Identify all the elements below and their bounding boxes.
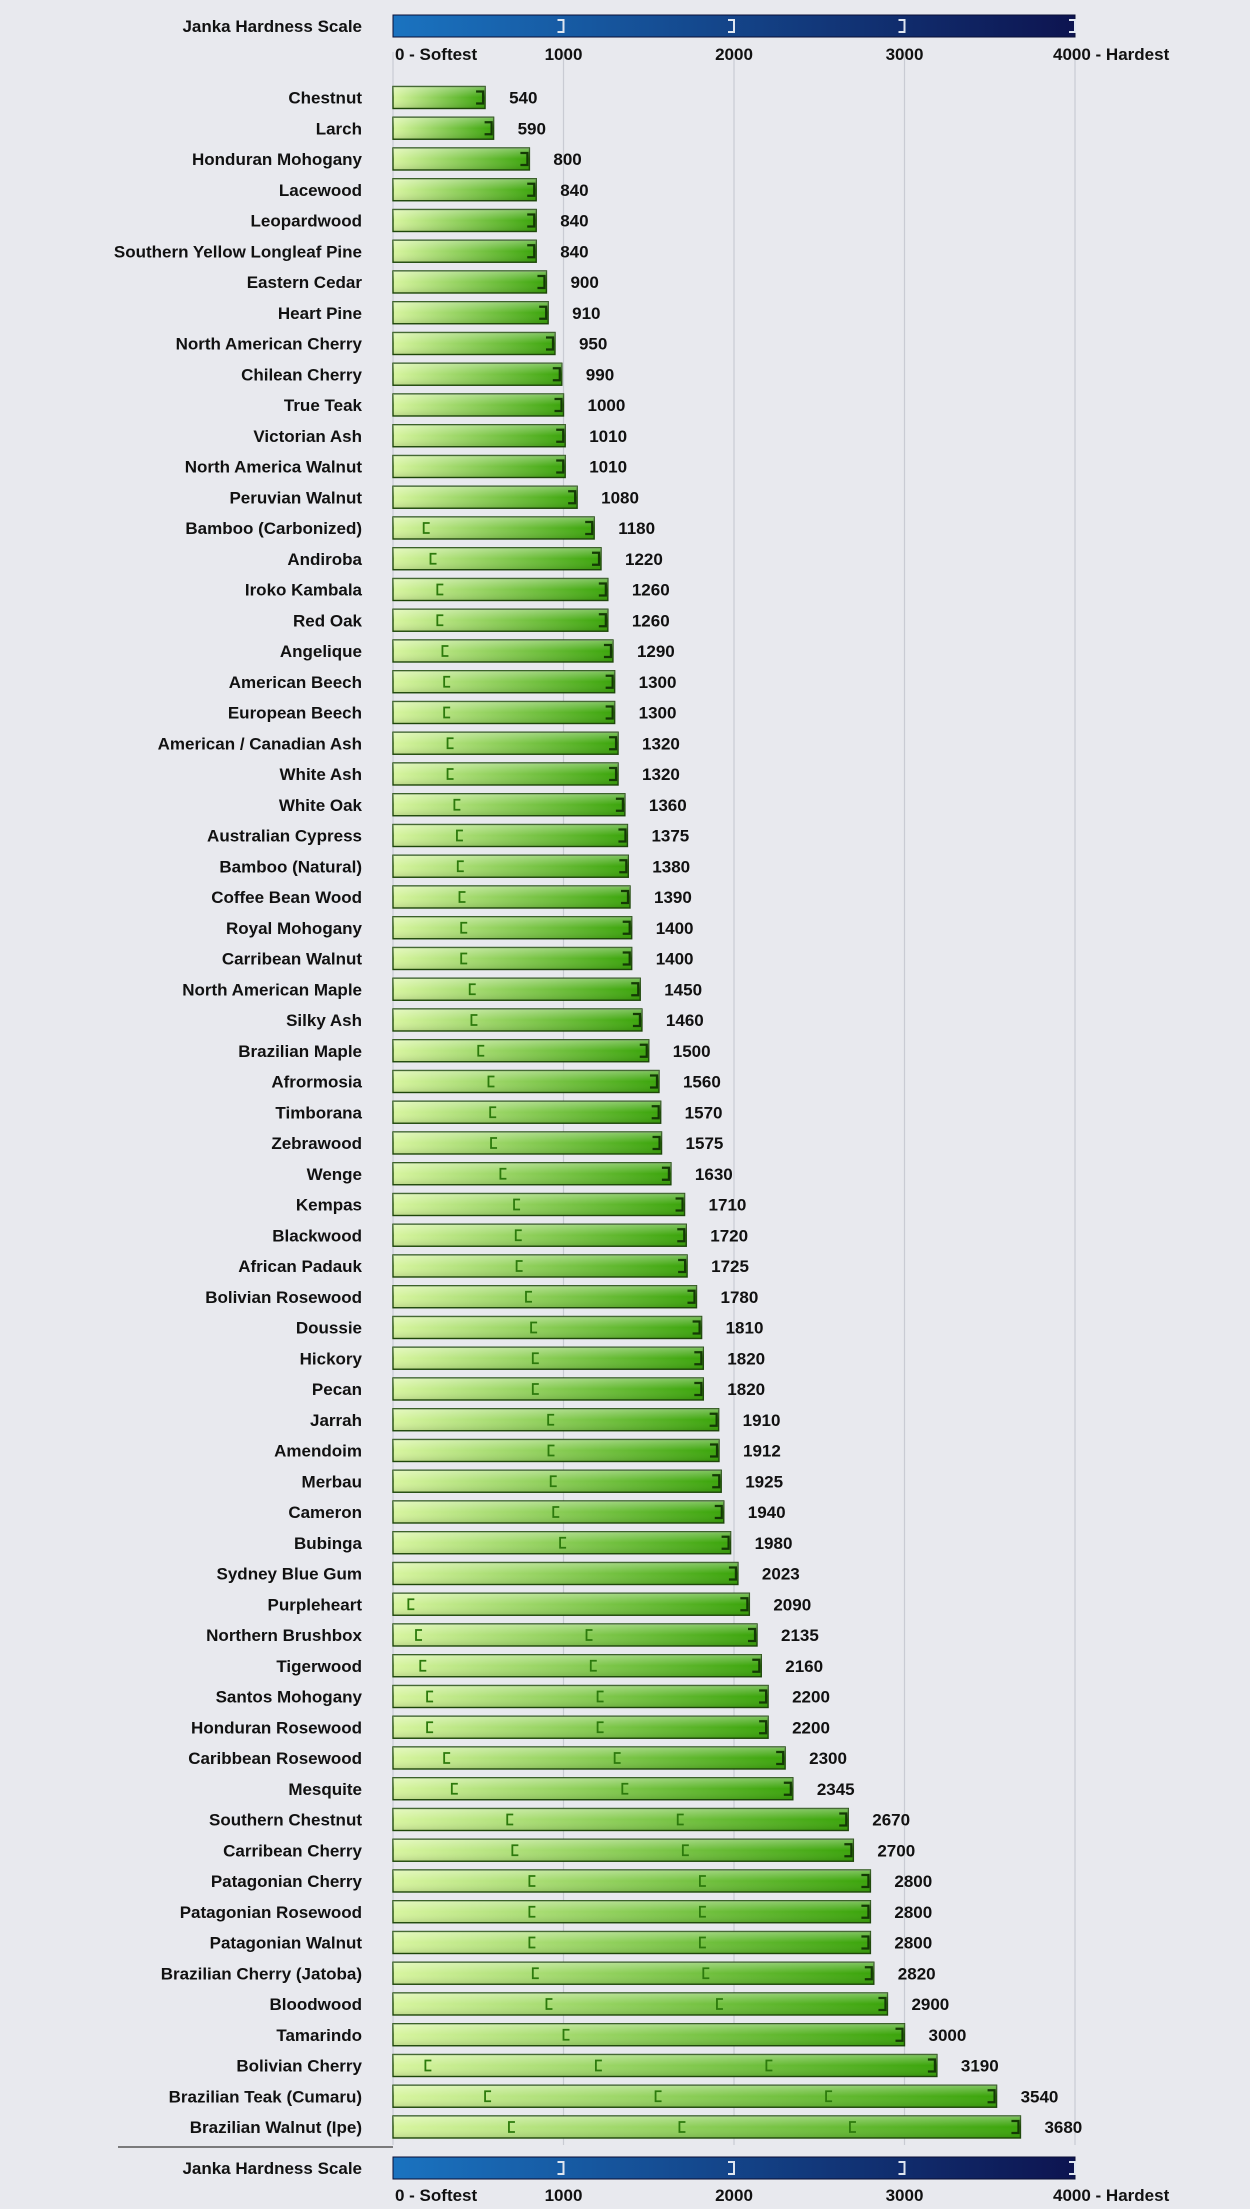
bar-sheen [393, 917, 632, 939]
category-label: Sydney Blue Gum [216, 1564, 362, 1584]
value-label: 1925 [745, 1472, 784, 1492]
bar-row [269, 1993, 949, 2015]
bar-sheen [393, 2055, 937, 2077]
bar-row [300, 1347, 766, 1369]
category-label: African Padauk [238, 1257, 362, 1276]
top-tick-label-1000: 1000 [544, 45, 583, 64]
bar-row [190, 2116, 1082, 2138]
bar-sheen [393, 1809, 848, 1831]
bar-sheen [393, 609, 608, 631]
category-label: Brazilian Teak (Cumaru) [168, 2087, 362, 2107]
bar-row [310, 1409, 780, 1431]
bottom-tick-label-4000: 4000 - Hardest [1053, 2186, 1170, 2205]
value-label: 800 [553, 150, 582, 169]
bar-sheen [393, 1071, 659, 1093]
bar-sheen [393, 1962, 874, 1984]
bar-sheen [393, 579, 608, 601]
value-label: 2300 [809, 1749, 847, 1768]
bar-row [229, 486, 639, 508]
category-label: Bamboo (Natural) [219, 857, 362, 877]
category-label: Carribean Cherry [223, 1841, 362, 1861]
category-label: Brazilian Maple [238, 1041, 362, 1061]
bar-sheen [393, 117, 494, 139]
bar-sheen [393, 825, 627, 847]
category-label: Patagonian Walnut [209, 1933, 362, 1953]
bar-row [288, 1501, 785, 1523]
bar-row [271, 1071, 720, 1093]
bar-row [312, 1378, 765, 1400]
bar-sheen [393, 978, 640, 1000]
category-label: Carribean Walnut [221, 949, 362, 969]
top-tick-label-4000: 4000 - Hardest [1053, 45, 1170, 64]
bar-row [279, 794, 687, 816]
category-label: Eastern Cedar [246, 273, 362, 292]
bar-sheen [393, 763, 618, 785]
value-label: 540 [509, 88, 538, 108]
bar-sheen [393, 702, 615, 724]
value-label: 2345 [816, 1779, 855, 1799]
category-label: Bamboo (Carbonized) [185, 519, 362, 538]
bar-row [288, 87, 537, 109]
value-label: 1380 [652, 857, 691, 877]
category-label: Royal Mohogany [225, 918, 362, 938]
value-label: 1260 [631, 580, 670, 600]
bar-sheen [393, 1686, 768, 1708]
bar-sheen [393, 886, 630, 908]
bar-row [238, 1040, 710, 1062]
bar-sheen [393, 1778, 793, 1800]
value-label: 1820 [727, 1380, 766, 1399]
value-label: 1180 [618, 519, 656, 538]
bar-row [287, 548, 662, 570]
category-label: Leopardwood [250, 211, 362, 231]
value-label: 1460 [665, 1011, 704, 1030]
category-label: True Teak [283, 396, 362, 415]
category-label: Patagonian Cherry [210, 1872, 362, 1891]
value-label: 1570 [684, 1103, 723, 1123]
value-label: 2800 [894, 1872, 933, 1891]
bar-row [206, 1624, 819, 1646]
category-label: Brazilian Walnut (Ipe) [189, 2118, 362, 2137]
bar-row [253, 425, 627, 447]
value-label: 910 [572, 303, 601, 323]
value-label: 1500 [672, 1041, 711, 1061]
bar-row [226, 917, 694, 939]
value-label: 1575 [685, 1134, 724, 1153]
bottom-tick-label-1000: 1000 [544, 2186, 583, 2205]
bar-sheen [393, 1040, 649, 1062]
bar-row [288, 1778, 854, 1800]
value-label: 1980 [754, 1533, 793, 1553]
bar-row [158, 732, 680, 754]
value-label: 1220 [625, 549, 663, 569]
bar-sheen [393, 1563, 738, 1585]
bar-sheen [393, 179, 536, 201]
category-label: White Ash [279, 765, 362, 784]
category-label: Larch [315, 119, 362, 139]
bar-row [280, 640, 675, 662]
bar-sheen [393, 1501, 724, 1523]
value-label: 1780 [720, 1287, 759, 1307]
category-label: Southern Chestnut [209, 1810, 362, 1830]
value-label: 1400 [655, 918, 694, 938]
category-label: Peruvian Walnut [229, 488, 362, 508]
category-label: Silky Ash [286, 1011, 362, 1030]
bar-sheen [393, 333, 555, 355]
category-label: American / Canadian Ash [157, 734, 362, 754]
bar-row [238, 1255, 749, 1277]
bar-row [169, 2085, 1059, 2107]
bottom-tick-label-3000: 3000 [885, 2186, 924, 2205]
bar-row [272, 1224, 748, 1246]
bar-sheen [393, 1747, 785, 1769]
bar-row [276, 1655, 823, 1677]
category-label: Zebrawood [271, 1134, 362, 1153]
category-label: Andiroba [287, 549, 362, 569]
value-label: 2090 [773, 1595, 812, 1615]
bar-sheen [393, 855, 628, 877]
bar-row [180, 1901, 933, 1923]
bar-sheen [393, 1901, 870, 1923]
bar-row [114, 240, 589, 262]
bar-sheen [393, 1655, 761, 1677]
bar-sheen [393, 394, 564, 416]
bar-row [279, 179, 589, 201]
value-label: 1010 [589, 426, 628, 446]
category-label: Bloodwood [269, 1995, 362, 2014]
category-label: Brazilian Cherry (Jatoba) [160, 1964, 362, 1984]
bar-row [210, 1932, 933, 1954]
bar-row [223, 1839, 915, 1861]
bar-row [236, 2055, 998, 2077]
bar-row [307, 1163, 733, 1185]
category-label: Honduran Mohogany [192, 150, 362, 169]
bar-row [274, 1440, 781, 1462]
category-label: Red Oak [293, 611, 362, 631]
bar-sheen [393, 1624, 757, 1646]
bar-sheen [393, 2116, 1020, 2138]
bar-row [294, 1532, 792, 1554]
category-label: Merbau [301, 1472, 362, 1492]
bar-sheen [393, 1932, 870, 1954]
category-label: Australian Cypress [207, 826, 362, 846]
value-label: 1912 [742, 1441, 781, 1461]
category-label: White Oak [278, 795, 362, 815]
bar-sheen [393, 948, 632, 970]
category-label: Patagonian Rosewood [179, 1902, 362, 1922]
bar-sheen [393, 1440, 719, 1462]
value-label: 2800 [894, 1902, 933, 1922]
value-label: 3000 [928, 2025, 967, 2045]
value-label: 1375 [651, 826, 690, 846]
bar-sheen [393, 456, 565, 478]
top-tick-label-2000: 2000 [715, 45, 753, 64]
bar-sheen [393, 1101, 661, 1123]
bar-row [176, 333, 608, 355]
category-label: Wenge [306, 1164, 362, 1184]
bar-row [188, 1747, 847, 1769]
category-label: Southern Yellow Longleaf Pine [113, 242, 362, 262]
bar-sheen [393, 1470, 721, 1492]
value-label: 1560 [682, 1072, 721, 1092]
value-label: 1260 [631, 611, 670, 631]
value-label: 1450 [664, 980, 703, 1000]
bar-row [207, 825, 689, 847]
value-label: 1820 [727, 1349, 766, 1369]
value-label: 1300 [638, 703, 677, 723]
top-scale [182, 15, 1169, 64]
value-label: 1400 [655, 949, 694, 969]
bar-sheen [393, 425, 565, 447]
value-label: 1390 [653, 888, 692, 907]
value-label: 1290 [636, 642, 675, 661]
value-label: 2670 [872, 1810, 911, 1830]
value-label: 1010 [589, 457, 628, 477]
category-label: Hickory [299, 1349, 362, 1369]
bar-sheen [393, 1132, 662, 1154]
category-label: Blackwood [272, 1226, 362, 1246]
bar-row [211, 886, 692, 908]
value-label: 2820 [897, 1964, 936, 1984]
bar-sheen [393, 302, 548, 324]
bar-sheen [393, 1255, 687, 1277]
value-label: 1300 [638, 672, 677, 692]
bar-row [228, 702, 677, 724]
bar-row [275, 1101, 722, 1123]
category-label: Mesquite [288, 1779, 362, 1799]
bar-sheen [393, 148, 529, 170]
bar-sheen [393, 271, 546, 293]
bar-row [302, 1470, 784, 1492]
bar-sheen [393, 2024, 905, 2046]
bar-sheen [393, 1194, 685, 1216]
category-label: Doussie [295, 1318, 362, 1338]
bar-row [211, 1870, 932, 1892]
bar-sheen [393, 1409, 719, 1431]
bar-row [209, 1809, 910, 1831]
bar-sheen [393, 732, 618, 754]
category-label: Timborana [275, 1103, 362, 1123]
bar-sheen [393, 1532, 731, 1554]
category-label: Kempas [295, 1195, 362, 1215]
value-label: 1810 [725, 1318, 764, 1338]
category-label: Afrormosia [271, 1072, 362, 1092]
bar-sheen [393, 640, 613, 662]
category-label: North American Cherry [175, 334, 362, 354]
bar-row [216, 1686, 830, 1708]
value-label: 840 [560, 211, 589, 231]
bar-sheen [393, 210, 536, 232]
bar-sheen [393, 1378, 703, 1400]
category-label: Bolivian Rosewood [205, 1287, 362, 1307]
bar-row [316, 117, 546, 139]
value-label: 1910 [742, 1410, 781, 1430]
bar-sheen [393, 1224, 686, 1246]
category-label: European Beech [227, 703, 362, 723]
bar-sheen [393, 1009, 642, 1031]
category-label: Amendoim [274, 1441, 362, 1461]
bar-sheen [393, 87, 485, 109]
value-label: 2023 [761, 1564, 800, 1584]
category-label: Northern Brushbox [206, 1626, 362, 1645]
bar-row [284, 394, 625, 416]
value-label: 2900 [911, 1995, 950, 2014]
bar-sheen [393, 1347, 703, 1369]
category-label: Purpleheart [267, 1595, 362, 1615]
bar-row [271, 1132, 723, 1154]
category-label: Caribbean Rosewood [188, 1749, 362, 1768]
top-scale-title: Janka Hardness Scale [182, 17, 362, 36]
category-label: Heart Pine [277, 303, 362, 323]
bar-row [247, 271, 599, 293]
value-label: 840 [560, 180, 589, 200]
category-label: Chestnut [288, 88, 362, 108]
bar-sheen [393, 486, 577, 508]
category-label: Tigerwood [276, 1656, 362, 1676]
bottom-scale [118, 2147, 1170, 2205]
value-label: 1630 [694, 1164, 733, 1184]
bar-sheen [393, 1317, 702, 1339]
bar-row [161, 1962, 936, 1984]
value-label: 2160 [785, 1656, 824, 1676]
bar-sheen [393, 1593, 749, 1615]
value-label: 2200 [792, 1687, 830, 1707]
value-label: 2800 [894, 1933, 933, 1953]
bar-sheen [393, 1993, 887, 2015]
category-label: Coffee Bean Wood [211, 888, 362, 907]
bar-row [219, 855, 690, 877]
bar-row [229, 671, 677, 693]
bar-sheen [393, 363, 562, 385]
category-label: Iroko Kambala [244, 580, 362, 600]
category-label: Bubinga [294, 1533, 362, 1553]
bar-sheen [393, 548, 601, 570]
bottom-tick-label-2000: 2000 [715, 2186, 753, 2205]
bar-row [296, 1194, 747, 1216]
value-label: 3190 [960, 2056, 999, 2076]
category-label: Santos Mohogany [215, 1687, 362, 1707]
bar-row [205, 1286, 758, 1308]
value-label: 3540 [1020, 2087, 1059, 2107]
bar-row [245, 579, 670, 601]
bar-row [296, 1317, 764, 1339]
bar-sheen [393, 1716, 768, 1738]
bar-row [182, 978, 702, 1000]
bar-sheen [393, 794, 625, 816]
category-label: Chilean Cherry [241, 365, 362, 385]
value-label: 900 [570, 273, 599, 292]
bottom-scale-title: Janka Hardness Scale [182, 2159, 362, 2178]
value-label: 990 [585, 365, 615, 385]
value-label: 1000 [587, 396, 626, 415]
bar-row [276, 2024, 966, 2046]
category-label: Pecan [311, 1380, 362, 1399]
bar-row [191, 1716, 830, 1738]
value-label: 3680 [1044, 2118, 1083, 2137]
category-label: Tamarindo [276, 2025, 362, 2045]
value-label: 590 [517, 119, 546, 139]
category-label: Angelique [279, 642, 362, 661]
bar-sheen [393, 671, 615, 693]
value-label: 1360 [648, 795, 687, 815]
bar-row [286, 1009, 704, 1031]
bar-row [280, 763, 680, 785]
category-label: Victorian Ash [253, 426, 362, 446]
bar-sheen [393, 1839, 853, 1861]
category-label: Honduran Rosewood [191, 1718, 362, 1738]
bar-row [185, 517, 655, 539]
bar-sheen [393, 1163, 671, 1185]
category-label: North American Maple [182, 980, 362, 1000]
bar-row [268, 1593, 812, 1615]
value-label: 1320 [642, 765, 680, 784]
category-label: American Beech [228, 672, 362, 692]
value-label: 840 [560, 242, 589, 262]
bottom-tick-label-0: 0 - Softest [395, 2186, 478, 2205]
value-label: 2135 [781, 1626, 819, 1645]
bar-row [217, 1563, 800, 1585]
top-tick-label-3000: 3000 [885, 45, 924, 64]
category-label: Bolivian Cherry [236, 2056, 362, 2076]
category-label: Lacewood [278, 180, 362, 200]
bar-sheen [393, 1286, 696, 1308]
value-label: 1710 [708, 1195, 747, 1215]
value-label: 2200 [792, 1718, 830, 1738]
bar-sheen [393, 240, 536, 262]
bars [114, 87, 1082, 2139]
bar-row [278, 302, 601, 324]
bar-sheen [393, 1870, 870, 1892]
bar-row [241, 363, 614, 385]
value-label: 1940 [747, 1503, 786, 1522]
bar-row [251, 210, 589, 232]
top-tick-label-0: 0 - Softest [395, 45, 478, 64]
value-label: 1725 [711, 1257, 749, 1276]
bar-row [192, 148, 582, 170]
value-label: 2700 [877, 1841, 916, 1861]
value-label: 1320 [642, 734, 680, 754]
category-label: Jarrah [310, 1410, 362, 1430]
bar-row [185, 456, 627, 478]
bar-row [222, 948, 694, 970]
category-label: North America Walnut [184, 457, 362, 477]
category-label: Cameron [288, 1503, 362, 1522]
value-label: 1720 [710, 1226, 749, 1246]
value-label: 950 [578, 334, 608, 354]
bar-row [293, 609, 670, 631]
bar-sheen [393, 2085, 997, 2107]
value-label: 1080 [601, 488, 639, 508]
